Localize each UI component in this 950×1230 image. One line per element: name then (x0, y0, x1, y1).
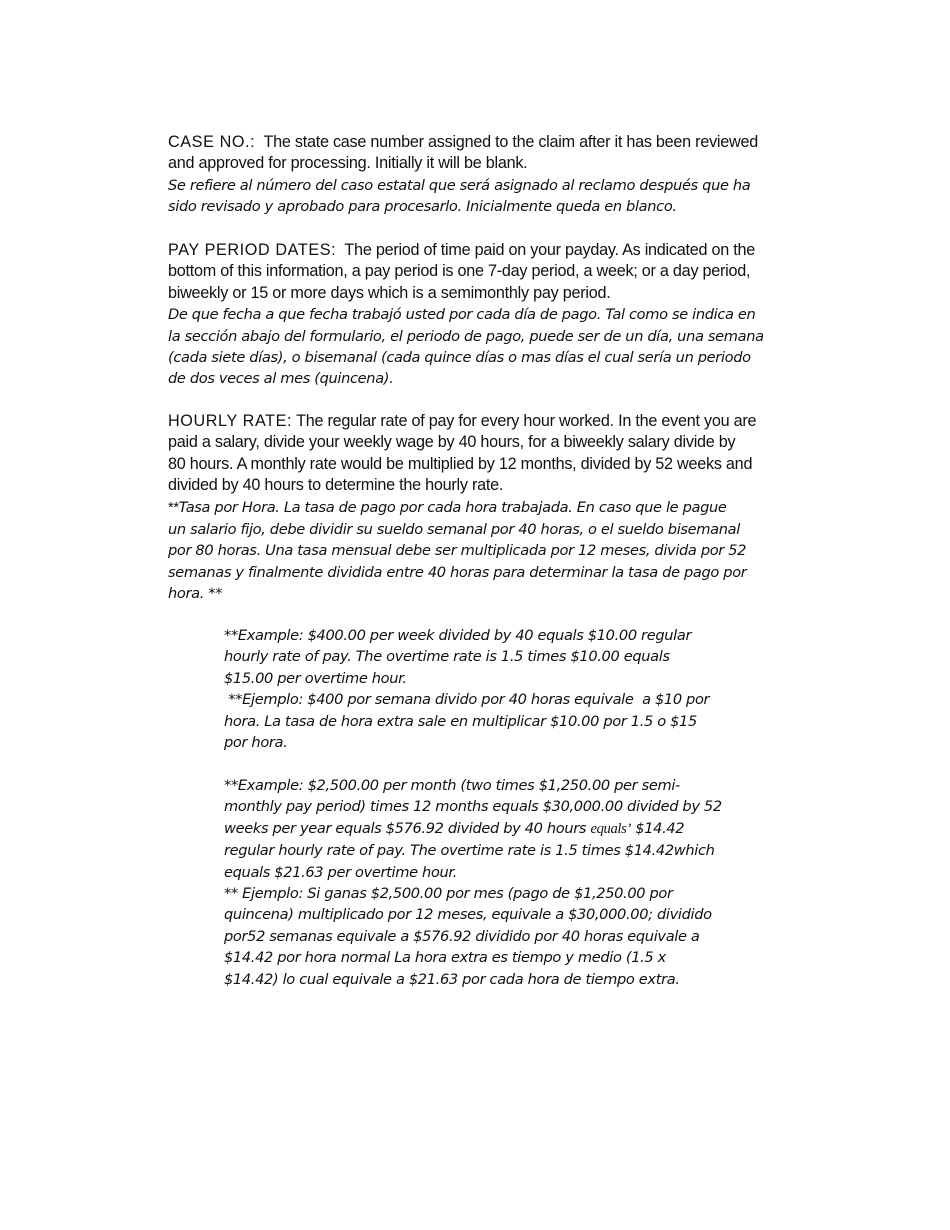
case-number-es-line-1: Se refiere al número del caso estatal que será asignado al reclamo después que ha (168, 176, 751, 194)
pay-period-es-line-1: De que fecha a que fecha trabajó usted por cada día de pago. Tal como se indica en (168, 306, 756, 324)
monthly-example-en-line-5: equals $21.63 per overtime hour. (224, 863, 457, 881)
hourly-rate-english (168, 411, 818, 497)
hourly-rate-en-line-1: The regular rate of pay for every hour worked. In the event you are (296, 412, 757, 430)
pay-period-en-line-1: The period of time paid on your payday. As indicated on the (344, 241, 756, 259)
monthly-example-es-line-5: $14.42) lo cual equivale a $21.63 por cada hora de tiempo extra. (224, 970, 680, 988)
pay-period-en-line-3: biweekly or 15 or more days which is a semimonthly pay period. (168, 283, 611, 302)
monthly-example-es-line-2: quincena) multiplicado por 12 meses, equivale a $30,000.00; dividido (224, 906, 712, 924)
weekly-example-en-line-1: **Example: $400.00 per week divided by 40 equals $10.00 regular (224, 627, 692, 644)
monthly-example-en-line-3a: weeks per year equals $576.92 divided by 40 hours (224, 819, 591, 837)
monthly-example-english (224, 775, 784, 883)
case-number-es-line-2: sido revisado y aprobado para procesarlo. Inicialmente queda en blanco. (168, 198, 677, 216)
hourly-rate-es-line-4: semanas y finalmente dividida entre 40 horas para determinar la tasa de pago por (168, 563, 747, 581)
monthly-example-en-line-4: regular hourly rate of pay. The overtime rate is 1.5 times $14.42which (224, 842, 715, 860)
monthly-example-es-line-3: por52 semanas equivale a $576.92 dividido por 40 horas equivale a (224, 927, 700, 945)
weekly-example-section (224, 625, 784, 753)
monthly-example-en-line-2: monthly pay period) times 12 months equals $30,000.00 divided by 52 (224, 798, 722, 816)
hourly-rate-es-line-5: hora. ** (168, 585, 223, 603)
pay-period-es-line-2: la sección abajo del formulario, el periodo de pago, puede ser de un día, una semana (168, 327, 764, 345)
hourly-rate-es-line-2: un salario fijo, debe dividir su sueldo semanal por 40 horas, o el sueldo bisemanal (168, 521, 740, 539)
pay-period-english (168, 240, 818, 304)
weekly-example-es-line-3: por hora. (224, 734, 288, 752)
pay-period-label: PAY PERIOD DATES: (168, 241, 337, 259)
hourly-rate-label: HOURLY RATE: (168, 412, 293, 430)
monthly-example-en-line-3b: $14.42 (630, 819, 685, 837)
weekly-example-en-line-2: hourly rate of pay. The overtime rate is 1.5 times $10.00 equals (224, 648, 670, 666)
case-number-en-line-2: and approved for processing. Initially it will be blank. (168, 154, 528, 173)
monthly-example-section (224, 775, 784, 990)
monthly-example-en-line-3-serif: equals’ (590, 820, 631, 837)
monthly-example-es-line-1: ** Ejemplo: Si ganas $2,500.00 por mes (pago de $1,250.00 por (224, 885, 673, 903)
hourly-rate-spanish (168, 497, 818, 605)
weekly-example-spanish (224, 689, 784, 753)
hourly-rate-en-line-3: 80 hours. A monthly rate would be multiplied by 12 months, divided by 52 weeks and (168, 454, 753, 473)
case-number-spanish (168, 175, 818, 218)
hourly-rate-section (168, 411, 818, 605)
hourly-rate-en-line-4: divided by 40 hours to determine the hourly rate. (168, 476, 504, 495)
hourly-rate-es-prefix: ** (168, 499, 179, 516)
pay-period-es-line-4: de dos veces al mes (quincena). (168, 370, 394, 388)
case-number-section (168, 132, 818, 218)
weekly-example-english (224, 625, 784, 689)
monthly-example-es-line-4: $14.42 por hora normal La hora extra es tiempo y medio (1.5 x (224, 949, 666, 967)
hourly-rate-es-line-1: Tasa por Hora. La tasa de pago por cada hora trabajada. En caso que le pague (178, 498, 727, 516)
weekly-example-es-line-2: hora. La tasa de hora extra sale en multiplicar $10.00 por 1.5 o $15 (224, 712, 697, 730)
monthly-example-en-line-1: **Example: $2,500.00 per month (two times $1,250.00 per semi- (224, 777, 680, 794)
pay-period-en-line-2: bottom of this information, a pay period is one 7-day period, a week; or a day period, (168, 262, 751, 281)
weekly-example-en-line-3: $15.00 per overtime hour. (224, 669, 407, 687)
monthly-example-spanish (224, 883, 784, 990)
pay-period-es-line-3: (cada siete días), o bisemanal (cada quince días o mas días el cual sería un periodo (168, 349, 751, 367)
case-number-label: CASE NO.: (168, 133, 256, 151)
case-number-en-line-1: The state case number assigned to the claim after it has been reviewed (263, 133, 758, 151)
pay-period-spanish (168, 304, 818, 390)
pay-period-section (168, 240, 818, 390)
case-number-english (168, 132, 818, 175)
hourly-rate-en-line-2: paid a salary, divide your weekly wage by 40 hours, for a biweekly salary divide by (168, 433, 736, 452)
weekly-example-es-line-1: **Ejemplo: $400 por semana divido por 40 horas equivale a $10 por (224, 691, 710, 709)
hourly-rate-es-line-3: por 80 horas. Una tasa mensual debe ser multiplicada por 12 meses, divida por 52 (168, 542, 747, 560)
